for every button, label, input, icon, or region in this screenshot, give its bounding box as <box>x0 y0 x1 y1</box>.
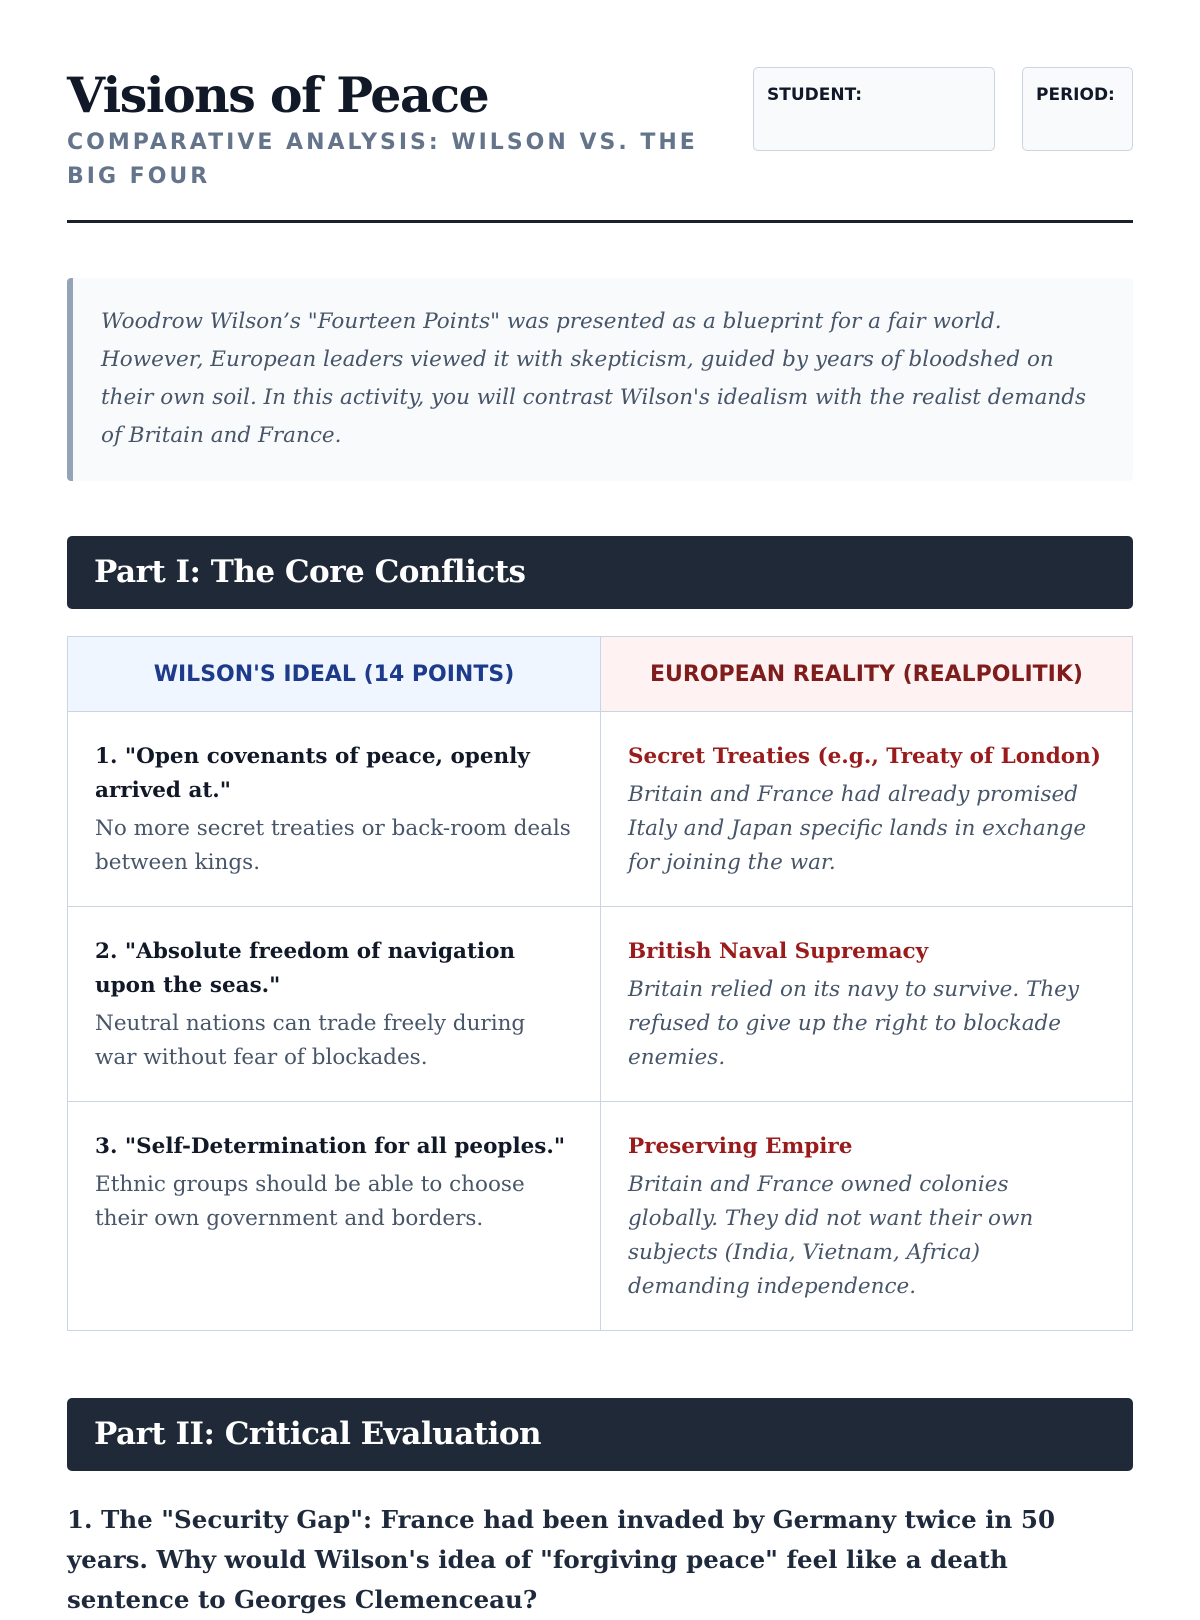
period-field[interactable] <box>1022 67 1133 151</box>
ideal-description: No more secret treaties or back-room deals between kings. <box>95 816 571 875</box>
reality-description: Britain and France had already promised Italy and Japan specific lands in exchange for joining the war. <box>628 782 1087 875</box>
ideal-title: 1. "Open covenants of peace, openly arrived at." <box>95 744 530 803</box>
table-header-row <box>68 637 1133 712</box>
reality-cell <box>601 712 1133 907</box>
page-title: Visions of Peace <box>67 66 489 124</box>
reality-cell <box>601 1102 1133 1331</box>
column-header-wilson: WILSON'S IDEAL (14 POINTS) <box>68 637 601 712</box>
table-row <box>68 712 1133 907</box>
intro-callout: Woodrow Wilson’s "Fourteen Points" was presented as a blueprint for a fair world. However, European leaders viewed it with skepticism, guided by years of bloodshed on their own soil. In this activity, you will contrast Wilson's idealism with the realist demands of Britain and France. <box>67 278 1133 481</box>
ideal-title: 3. "Self-Determination for all peoples." <box>95 1134 566 1159</box>
page-subtitle: COMPARATIVE ANALYSIS: WILSON VS. THE BIG FOUR <box>67 130 698 189</box>
reality-cell <box>601 907 1133 1102</box>
table-row <box>68 1102 1133 1331</box>
student-label: STUDENT: <box>767 85 863 105</box>
ideal-cell <box>68 1102 601 1331</box>
ideal-title: 2. "Absolute freedom of navigation upon the seas." <box>95 939 516 998</box>
ideal-description: Ethnic groups should be able to choose their own government and borders. <box>95 1172 525 1231</box>
table-row <box>68 907 1133 1102</box>
worksheet-header <box>67 0 1133 223</box>
ideal-description: Neutral nations can trade freely during war without fear of blockades. <box>95 1011 526 1070</box>
section-heading-part-2: Part II: Critical Evaluation <box>67 1398 1133 1471</box>
ideal-cell <box>68 712 601 907</box>
reality-title: Preserving Empire <box>628 1134 853 1159</box>
reality-title: Secret Treaties (e.g., Treaty of London) <box>628 744 1101 769</box>
question-1: 1. The "Security Gap": France had been invaded by Germany twice in 50 years. Why would Wilson's idea of "forgiving peace" feel like a death sentence to Georges Clemenceau? <box>67 1505 1055 1614</box>
comparison-table <box>67 636 1133 1331</box>
section-heading-part-1: Part I: The Core Conflicts <box>67 536 1133 609</box>
ideal-cell <box>68 907 601 1102</box>
student-name-field[interactable] <box>753 67 995 151</box>
period-label: PERIOD: <box>1036 85 1115 105</box>
reality-title: British Naval Supremacy <box>628 939 929 964</box>
reality-description: Britain and France owned colonies globally. They did not want their own subjects (India, Vietnam, Africa) demanding independence. <box>628 1172 1034 1299</box>
column-header-europe: EUROPEAN REALITY (REALPOLITIK) <box>601 637 1133 712</box>
reality-description: Britain relied on its navy to survive. They refused to give up the right to blockade enemies. <box>628 977 1080 1070</box>
